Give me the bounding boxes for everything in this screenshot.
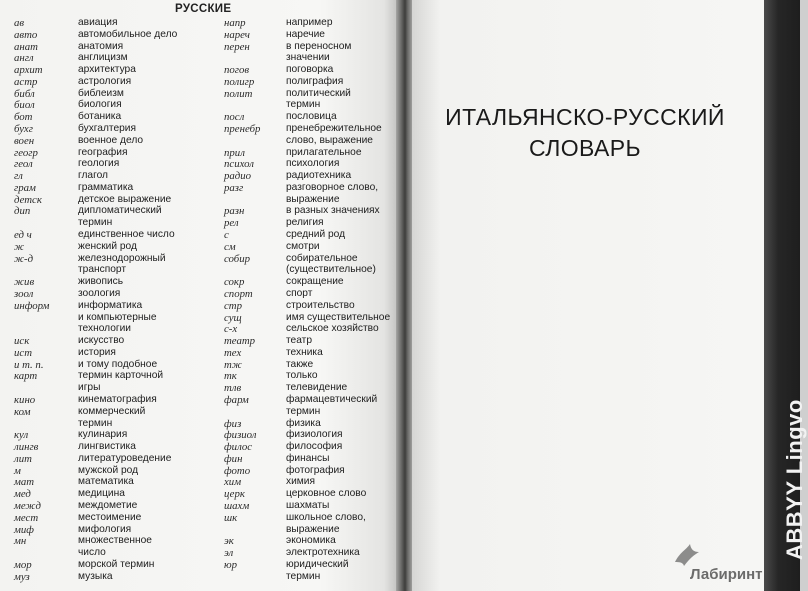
entry-meaning: живопись (78, 276, 124, 288)
entry-meaning: англицизм (78, 52, 128, 64)
entry-abbreviation: ком (14, 405, 31, 418)
entry-abbreviation: кино (14, 393, 36, 406)
entry-meaning: зоология (78, 287, 121, 299)
entry-abbreviation: зоол (14, 287, 34, 300)
entry-meaning: выражение (286, 523, 340, 535)
entry-abbreviation: анат (14, 40, 38, 53)
entry-meaning: сокращение (286, 276, 344, 288)
entry-abbreviation: тк (224, 370, 237, 383)
entry-meaning: в разных значениях (286, 205, 380, 217)
entry-meaning: транспорт (78, 264, 127, 276)
entry-meaning: технологии (78, 323, 131, 335)
entry-meaning: собирательное (286, 252, 358, 264)
entry-meaning: разговорное слово, (286, 181, 379, 193)
entry-meaning: анатомия (78, 40, 124, 52)
entry-meaning: музыка (78, 570, 113, 582)
entry-abbreviation: шк (224, 511, 238, 524)
entry-meaning: термин (286, 405, 321, 417)
title-line-2: СЛОВАРЬ (529, 135, 641, 161)
entry-meaning: поговорка (286, 64, 334, 76)
entry-meaning: также (286, 358, 314, 370)
entry-abbreviation: мат (14, 476, 35, 489)
entry-abbreviation: ав (14, 17, 25, 29)
entry-meaning: прилагательное (286, 146, 362, 158)
entry-meaning: экономика (286, 535, 336, 547)
entry-meaning: театр (286, 335, 312, 347)
entry-meaning: термин (286, 99, 321, 111)
entry-meaning: информатика (78, 299, 143, 311)
entry-abbreviation: нареч (224, 28, 250, 41)
entry-meaning: смотри (286, 240, 320, 252)
entry-meaning: геология (78, 158, 120, 170)
entry-meaning: психология (286, 158, 340, 170)
entry-abbreviation: погов (224, 64, 250, 77)
entry-abbreviation: юр (224, 558, 238, 571)
entry-meaning: спорт (286, 287, 313, 299)
entry-abbreviation: с (224, 229, 229, 242)
entry-abbreviation: перен (224, 40, 250, 53)
entry-meaning: число (78, 547, 106, 559)
entry-meaning: искусство (78, 335, 125, 347)
entry-meaning: медицина (78, 488, 125, 500)
entry-meaning: сельское хозяйство (286, 323, 379, 335)
entry-meaning: военное дело (78, 134, 144, 146)
entry-meaning: морской термин (78, 558, 155, 570)
entry-abbreviation: дип (14, 205, 31, 218)
brand-logo: ABBYY Lingvo (782, 399, 807, 560)
entry-abbreviation: с-х (224, 323, 238, 336)
entry-abbreviation: геол (14, 158, 33, 171)
entry-abbreviation: полит (224, 87, 253, 100)
section-heading: РУССКИЕ (175, 3, 232, 15)
entry-meaning: биология (78, 99, 122, 111)
entry-abbreviation: воен (14, 134, 35, 147)
entry-meaning: кинематография (78, 393, 157, 405)
entry-meaning: (существительное) (286, 264, 376, 276)
entry-abbreviation: прил (224, 146, 245, 159)
entry-meaning: значении (286, 52, 330, 64)
entry-abbreviation: миф (14, 523, 34, 536)
entry-abbreviation: информ (14, 299, 50, 312)
entry-meaning: термин (78, 417, 113, 429)
entry-meaning: архитектура (78, 64, 136, 76)
entry-abbreviation: пренебр (224, 123, 261, 136)
entry-abbreviation: детск (14, 193, 42, 206)
entry-meaning: глагол (78, 170, 108, 182)
entry-meaning: автомобильное дело (78, 28, 178, 40)
entry-abbreviation: архит (14, 64, 43, 77)
entry-meaning: религия (286, 217, 324, 229)
entry-meaning: радиотехника (286, 170, 352, 182)
entry-abbreviation: бухг (14, 123, 33, 136)
entry-meaning: электротехника (286, 547, 360, 559)
entry-meaning: церковное слово (286, 488, 367, 500)
entry-abbreviation: фин (224, 452, 243, 465)
entry-abbreviation: эл (224, 547, 234, 560)
entry-meaning: дипломатический (78, 205, 162, 217)
entry-abbreviation: церк (224, 488, 245, 501)
entry-abbreviation: тлв (224, 382, 242, 395)
entry-meaning: шахматы (286, 499, 330, 511)
entry-meaning: термин карточной (78, 370, 164, 382)
entry-meaning: бухгалтерия (78, 123, 136, 135)
entry-abbreviation: жив (14, 276, 35, 289)
entry-meaning: только (286, 370, 318, 382)
entry-abbreviation: филос (224, 441, 253, 454)
entry-meaning: география (78, 146, 128, 158)
entry-meaning: юридический (286, 558, 349, 570)
entry-meaning: химия (286, 476, 315, 488)
abbreviation-list (0, 0, 400, 591)
entry-abbreviation: кул (14, 429, 29, 442)
entry-meaning: мифология (78, 523, 132, 535)
entry-meaning: астрология (78, 75, 132, 87)
entry-meaning: пословица (286, 111, 337, 123)
entry-meaning: фотография (286, 464, 345, 476)
entry-abbreviation: шахм (224, 499, 250, 512)
entry-meaning: в переносном (286, 40, 352, 52)
entry-abbreviation: физ (224, 417, 242, 430)
entry-abbreviation: мест (14, 511, 39, 524)
entry-abbreviation: радио (224, 170, 252, 183)
entry-abbreviation: рел (224, 217, 239, 230)
entry-meaning: фармацевтический (286, 393, 378, 405)
entry-meaning: школьное слово, (286, 511, 366, 523)
entry-abbreviation: м (14, 464, 21, 477)
entry-abbreviation: тж (224, 358, 242, 371)
entry-meaning: термин (286, 570, 321, 582)
entry-meaning: детское выражение (78, 193, 172, 205)
entry-abbreviation: лингв (14, 441, 39, 454)
entry-meaning: телевидение (286, 382, 348, 394)
entry-meaning: и компьютерные (78, 311, 157, 323)
entry-meaning: физика (286, 417, 321, 429)
entry-abbreviation: сущ (224, 311, 242, 324)
entry-abbreviation: иск (14, 335, 30, 348)
entry-abbreviation: лит (14, 452, 32, 465)
entry-abbreviation: спорт (224, 287, 253, 300)
entry-meaning: имя существительное (286, 311, 391, 323)
entry-meaning: местоимение (78, 511, 142, 523)
entry-meaning: математика (78, 476, 134, 488)
entry-abbreviation: ист (14, 346, 32, 359)
entry-abbreviation: сокр (224, 276, 245, 289)
entry-abbreviation: и т. п. (14, 358, 44, 371)
entry-meaning: междометие (78, 499, 138, 511)
entry-abbreviation: мор (14, 558, 32, 571)
entry-abbreviation: биол (14, 99, 35, 112)
entry-abbreviation: тех (224, 346, 242, 359)
entry-meaning: лингвистика (78, 441, 136, 453)
entry-meaning: литературоведение (78, 452, 172, 464)
entry-meaning: строительство (286, 299, 355, 311)
entry-abbreviation: разн (224, 205, 245, 218)
title-line-1: ИТАЛЬЯНСКО-РУССКИЙ (445, 104, 725, 130)
entry-abbreviation: геогр (14, 146, 38, 159)
entry-abbreviation: ед ч (14, 229, 32, 242)
entry-abbreviation: мн (14, 535, 27, 548)
entry-abbreviation: мед (14, 488, 31, 501)
entry-abbreviation: ж (14, 240, 25, 253)
entry-meaning: ботаника (78, 111, 122, 123)
entry-meaning: кулинария (78, 429, 128, 441)
entry-abbreviation: разг (224, 181, 244, 194)
entry-meaning: политический (286, 87, 351, 99)
entry-meaning: мужской род (78, 464, 139, 476)
entry-meaning: игры (78, 382, 101, 394)
entry-meaning: физиология (286, 429, 343, 441)
entry-abbreviation: напр (224, 17, 246, 29)
entry-meaning: библеизм (78, 87, 124, 99)
entry-abbreviation: гл (14, 170, 23, 183)
entry-abbreviation: эк (224, 535, 234, 548)
entry-meaning: выражение (286, 193, 340, 205)
entry-abbreviation: ж-д (14, 252, 34, 265)
entry-abbreviation: грам (14, 181, 36, 194)
entry-meaning: финансы (286, 452, 330, 464)
entry-abbreviation: психол (224, 158, 254, 171)
entry-meaning: наречие (286, 28, 325, 40)
entry-abbreviation: театр (224, 335, 256, 348)
dictionary-title (440, 102, 730, 164)
entry-abbreviation: карт (14, 370, 38, 383)
entry-meaning: средний род (286, 229, 346, 241)
left-page (0, 0, 400, 591)
right-page (412, 0, 764, 591)
entry-meaning: железнодорожный (78, 252, 166, 264)
entry-meaning: история (78, 346, 116, 358)
entry-abbreviation: хим (224, 476, 242, 489)
entry-abbreviation: фото (224, 464, 251, 477)
entry-abbreviation: межд (14, 499, 41, 512)
entry-abbreviation: бот (14, 111, 33, 124)
entry-meaning: полиграфия (286, 75, 344, 87)
entry-abbreviation: посл (224, 111, 245, 124)
entry-meaning: слово, выражение (286, 134, 373, 146)
entry-abbreviation: англ (14, 52, 34, 65)
entry-abbreviation: стр (224, 299, 242, 312)
entry-meaning: техника (286, 346, 323, 358)
entry-meaning: женский род (78, 240, 137, 252)
entry-meaning: авиация (78, 17, 118, 28)
entry-abbreviation: физиол (224, 429, 257, 442)
entry-meaning: единственное число (78, 229, 175, 241)
entry-abbreviation: собир (224, 252, 251, 265)
entry-meaning: и тому подобное (78, 358, 158, 370)
entry-abbreviation: муз (14, 570, 30, 583)
entry-abbreviation: библ (14, 87, 35, 100)
entry-abbreviation: см (224, 240, 236, 253)
entry-meaning: грамматика (78, 181, 134, 193)
entry-abbreviation: астр (14, 75, 38, 88)
entry-meaning: например (286, 17, 333, 28)
entry-abbreviation: авто (14, 28, 38, 41)
watermark-text: Лабиринт (690, 566, 763, 583)
entry-meaning: множественное (78, 535, 152, 547)
entry-meaning: пренебрежительное (286, 123, 382, 135)
entry-meaning: термин (78, 217, 113, 229)
entry-meaning: философия (286, 441, 343, 453)
entry-abbreviation: фарм (224, 393, 249, 406)
entry-meaning: коммерческий (78, 405, 146, 417)
entry-abbreviation: полигр (224, 75, 255, 88)
